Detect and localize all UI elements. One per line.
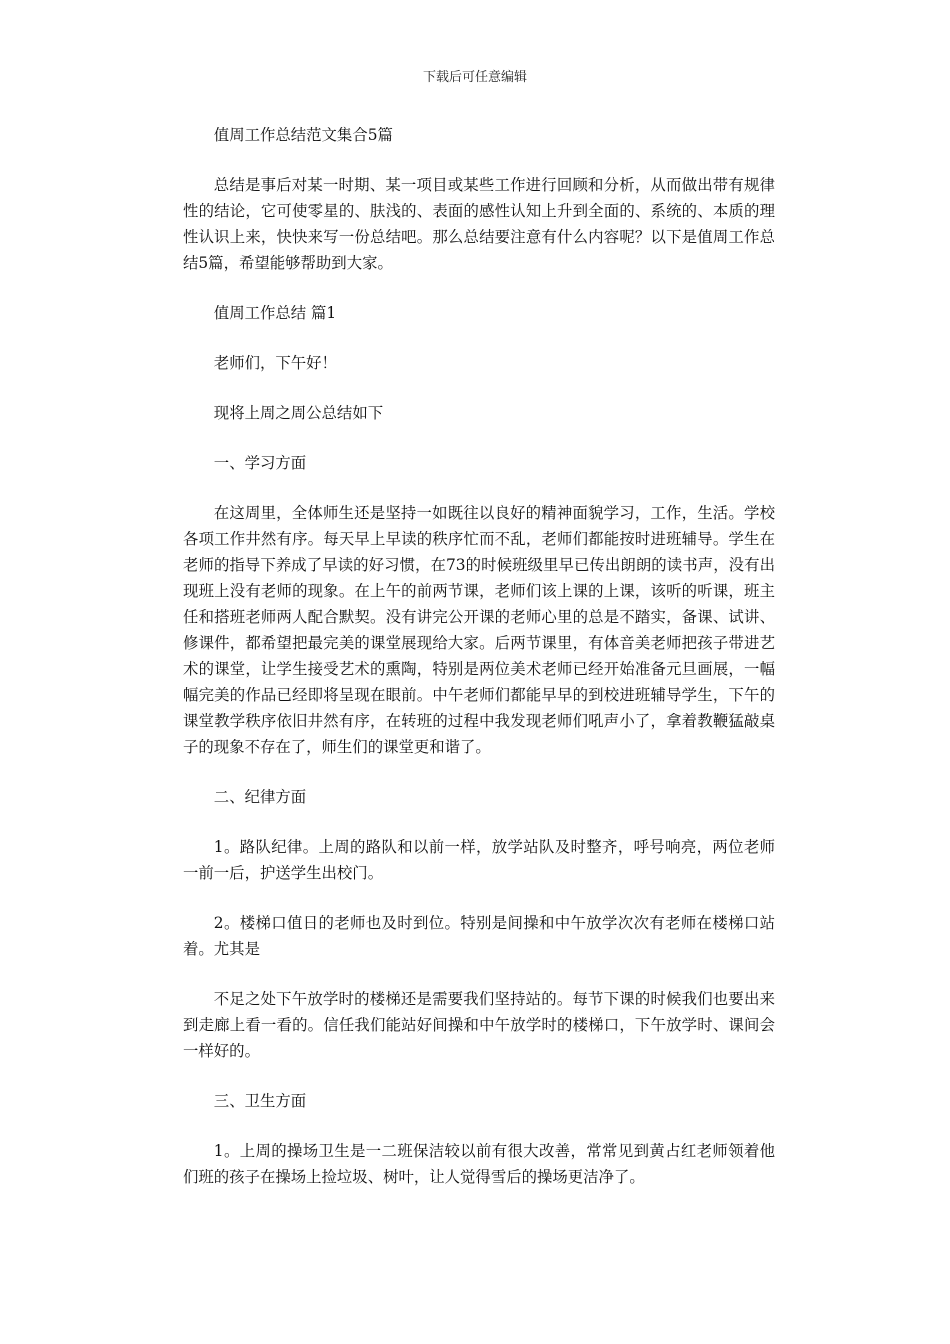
document-title: 值周工作总结范文集合5篇: [213, 126, 393, 144]
section-title: 值周工作总结 篇1: [213, 304, 337, 322]
heading-hygiene: 三、卫生方面: [213, 1092, 307, 1110]
paragraph-route-discipline: 1。路队纪律。上周的路队和以前一样，放学站队及时整齐，呼号响亮，两位老师一前一后，护送学生出校门。: [183, 838, 775, 882]
heading-study: 一、学习方面: [213, 454, 307, 472]
page-header: 下载后可任意编辑: [422, 70, 527, 85]
paragraph-playground-hygiene: 1。上周的操场卫生是一二班保洁较以前有很大改善，常常见到黄占红老师领着他们班的孩子在操场上捡垃圾、树叶，让人觉得雪后的操场更洁净了。: [183, 1142, 775, 1186]
lead-line: 现将上周之周公总结如下: [213, 404, 384, 422]
paragraph-shortcomings: 不足之处下午放学时的楼梯还是需要我们坚持站的。每节下课的时候我们也要出来到走廊上看一看的。信任我们能站好间操和中午放学时的楼梯口，下午放学时、课间会一样好的。: [183, 990, 775, 1060]
heading-discipline: 二、纪律方面: [213, 788, 307, 806]
paragraph-study: 在这周里，全体师生还是坚持一如既往以良好的精神面貌学习，工作，生活。学校各项工作井然有序。每天早上早读的秩序忙而不乱，老师们都能按时进班辅导。学生在老师的指导下养成了早读的好习惯，在73的时候班级里早已传出朗朗的读书声，没有出现班上没有老师的现象。在上午的前两节课，老师们该上课的上课，该听的听课，班主任和搭班老师两人配合默契。没有讲完公开课的老师心里的总是不踏实，备课、试讲、修课件，都希望把最完美的课堂展现给大家。后两节课里，有体音美老师把孩子带进艺术的课堂，让学生接受艺术的熏陶，特别是两位美术老师已经开始准备元旦画展，一幅幅完美的作品已经即将呈现在眼前。中午老师们都能早早的到校进班辅导学生，下午的课堂教学秩序依旧井然有序，在转班的过程中我发现老师们吼声小了，拿着教鞭猛敲桌子的现象不存在了，师生们的课堂更和谐了。: [183, 504, 775, 756]
greeting: 老师们，下午好！: [213, 354, 337, 372]
paragraph-stair-duty: 2。楼梯口值日的老师也及时到位。特别是间操和中午放学次次有老师在楼梯口站着。尤其是: [183, 914, 775, 958]
document-body: [183, 122, 775, 1214]
intro-paragraph: 总结是事后对某一时期、某一项目或某些工作进行回顾和分析，从而做出带有规律性的结论，它可使零星的、肤浅的、表面的感性认知上升到全面的、系统的、本质的理性认识上来，快快来写一份总结吧。那么总结要注意有什么内容呢？以下是值周工作总结5篇，希望能够帮助到大家。: [183, 176, 775, 272]
